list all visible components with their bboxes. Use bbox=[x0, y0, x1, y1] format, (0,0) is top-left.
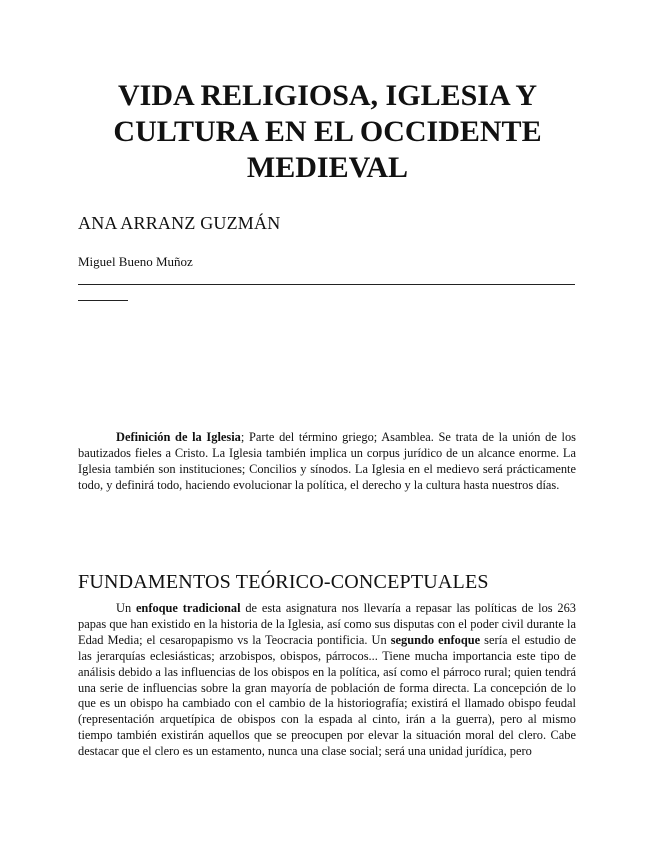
separator-line bbox=[78, 284, 575, 285]
definition-paragraph bbox=[78, 430, 576, 494]
fundamentos-bold-1: enfoque tradicional bbox=[135, 601, 241, 615]
fundamentos-bold-2: segundo enfoque bbox=[390, 632, 481, 647]
fundamentos-text-2: de esta asignatura nos llevaría a repasar las políticas de los 263 papas que han existido en la historia de la Iglesia, así como sus disputas con el poder civil durante la Edad Media; el cesaropapismo vs la Teocracia pontificia. Un bbox=[78, 601, 576, 647]
separator-line-continuation bbox=[78, 300, 128, 301]
section-heading: FUNDAMENTOS TEÓRICO-CONCEPTUALES bbox=[78, 571, 489, 593]
definition-text: ; Parte del término griego; Asamblea. Se trata de la unión de los bautizados fieles a Cristo. La Iglesia también implica un corpus jurídico de un alcance enorme. La Iglesia también son instituciones; Concilios y sínodos. La Iglesia en el medievo será prácticamente todo, y definirá todo, haciendo evolucionar la política, el derecho y la cultura hasta nuestros días. bbox=[78, 430, 576, 492]
author-name: ANA ARRANZ GUZMÁN bbox=[78, 213, 281, 233]
fundamentos-paragraph bbox=[78, 601, 576, 760]
fundamentos-text-1: Un bbox=[116, 601, 136, 615]
definition-term: Definición de la Iglesia bbox=[116, 430, 241, 444]
document-title: VIDA RELIGIOSA, IGLESIA Y CULTURA EN EL OCCIDENTE MEDIEVAL bbox=[113, 79, 542, 184]
student-name: Miguel Bueno Muñoz bbox=[78, 254, 193, 269]
fundamentos-text-3: sería el estudio de las jerarquías eclesiásticas; arzobispos, obispos, párrocos... Tiene mucha importancia este tipo de análisis debido a las influencias de los obispos en la política, así como el párroco rural; quien tendrá una serie de influencias sobre la gran mayoría de población de forma directa. La concepción de lo que es un obispo ha cambiado con el cambio de la historiografía; existirá el llamado obispo feudal (representación arquetípica de obispos con la espada al cinto, irán a la guerra), pero al mismo tiempo también existirán aquellos que se preocupen por elevar la situación moral del clero. Cabe destacar que el clero es un estamento, nunca una clase social; será una unidad jurídica, pero bbox=[78, 632, 576, 759]
